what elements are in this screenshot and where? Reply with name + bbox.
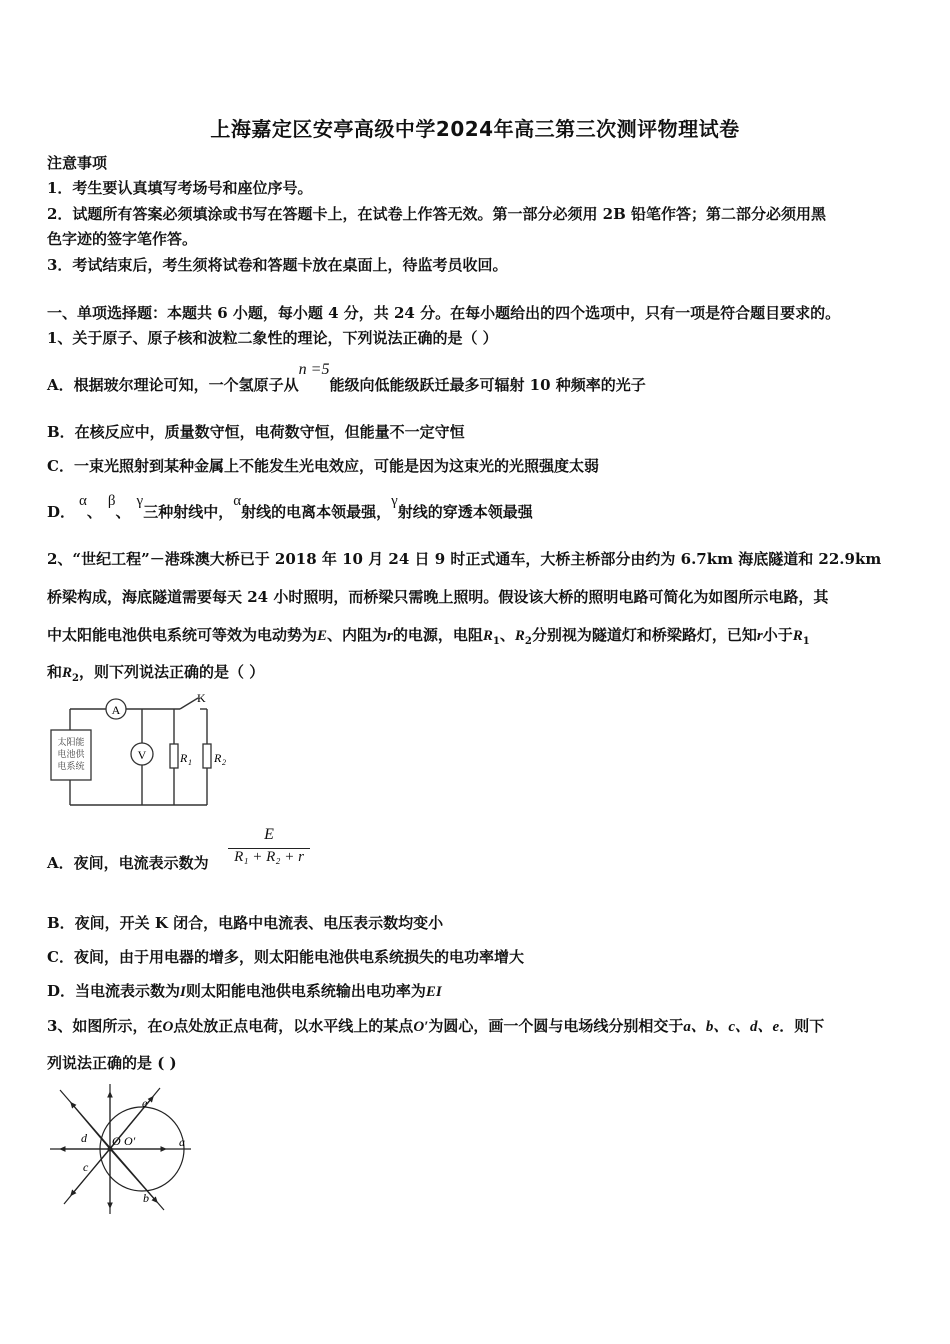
q3-text: ．则下 bbox=[779, 1017, 825, 1035]
q2-text: 分别视为隧道灯和桥梁路灯，已知 bbox=[531, 626, 757, 644]
q1-option-a-post: 能级向低能级跃迁最多可辐射 10 种频率的光子 bbox=[329, 376, 646, 394]
sub-1: 1 bbox=[802, 636, 810, 647]
q2-stem-line: 桥梁构成，海底隧道需要每天 24 小时照明，而桥梁只需晚上照明。假设该大桥的照明电路可简化为如图所示电路，其 bbox=[47, 588, 829, 606]
var-EI: EI bbox=[425, 984, 442, 1000]
q1-option-d-text: 射线的电离本领最强， bbox=[241, 503, 392, 521]
field-line-diagram bbox=[46, 1082, 206, 1218]
var-r: r bbox=[756, 628, 763, 644]
var-r: r bbox=[387, 628, 393, 644]
circuit-diagram bbox=[40, 690, 240, 812]
q2-text: 小于 bbox=[762, 626, 793, 644]
r1-sub: 1 bbox=[188, 758, 192, 767]
q1-option-d-text: 射线的穿透本领最强 bbox=[397, 503, 533, 521]
var-O: O bbox=[162, 1019, 174, 1035]
separator: 、 bbox=[86, 503, 102, 521]
voltmeter-label: V bbox=[137, 748, 147, 762]
gamma-symbol: γ bbox=[136, 493, 144, 509]
var-R2: R bbox=[62, 665, 73, 681]
fraction-numerator: E bbox=[264, 826, 274, 843]
q2-text: 和 bbox=[47, 663, 63, 681]
separator: 、 bbox=[115, 503, 131, 521]
q3-text: 点处放正点电荷，以水平线上的某点 bbox=[173, 1017, 414, 1035]
switch-label: K bbox=[197, 691, 206, 705]
q1-option-b: B．在核反应中，质量数守恒，电荷数守恒，但能量不一定守恒 bbox=[47, 423, 465, 441]
var-R1: R bbox=[792, 628, 803, 644]
q3-stem-line: 列说法正确的是 ( ) bbox=[47, 1054, 177, 1072]
q2-option-c: C．夜间，由于用电器的增多，则太阳能电池供电系统损失的电功率增大 bbox=[47, 948, 524, 966]
notice-item: 1．考生要认真填写考场号和座位序号。 bbox=[47, 179, 313, 197]
q2-option-b: B．夜间，开关 K 闭合，电路中电流表、电压表示数均变小 bbox=[47, 914, 444, 932]
q2-stem-line bbox=[47, 661, 264, 684]
q2-stem-line: 2、“世纪工程”－港珠澳大桥已于 2018 年 10 月 24 日 9 时正式通车，大桥主桥部分由约为 6.7km 海底隧道和 22.9km bbox=[47, 550, 882, 568]
label-a: a bbox=[179, 1135, 185, 1149]
source-label-line: 太阳能 bbox=[57, 737, 85, 747]
label-O: O bbox=[112, 1134, 121, 1148]
resistor-r2-icon bbox=[203, 744, 211, 768]
alpha-symbol: α bbox=[79, 493, 87, 509]
label-c: c bbox=[83, 1160, 89, 1174]
beta-symbol: β bbox=[107, 493, 116, 509]
var-Oprime: O′ bbox=[413, 1019, 429, 1035]
label-Oprime: O′ bbox=[124, 1134, 136, 1148]
q1-option-d-text: 三种射线中， bbox=[143, 503, 234, 521]
label-d: d bbox=[81, 1131, 87, 1145]
r2-sub: 2 bbox=[222, 758, 226, 767]
var-E: E bbox=[317, 628, 328, 644]
source-label-line: 电池供 bbox=[57, 749, 85, 759]
label-e: e bbox=[142, 1096, 148, 1110]
q1-stem: 1、关于原子、原子核和波粒二象性的理论，下列说法正确的是（ ） bbox=[47, 329, 498, 347]
fraction-denominator: R₁ + R₂ + r bbox=[234, 849, 304, 865]
q1-option-a-pre: A．根据玻尔理论可知，一个氢原子从 bbox=[47, 376, 299, 394]
q1-option-c: C．一束光照射到某种金属上不能发生光电效应，可能是因为这束光的光照强度太弱 bbox=[47, 457, 599, 475]
ammeter-label: A bbox=[111, 703, 121, 717]
r2-label: R bbox=[214, 751, 222, 765]
notice-item: 2．试题所有答案必须填涂或书写在答题卡上，在试卷上作答无效。第一部分必须用 2B 铅笔作答；第二部分必须用黑 bbox=[47, 205, 827, 223]
q1-option-d-label: D． bbox=[47, 503, 76, 521]
q2-text: 则太阳能电池供电系统输出电功率为 bbox=[185, 982, 426, 1000]
q1-option-d bbox=[47, 493, 533, 522]
r1-label: R bbox=[180, 751, 188, 765]
label-b: b bbox=[143, 1191, 149, 1205]
notice-item: 3．考试结束后，考生须将试卷和答题卡放在桌面上，待监考员收回。 bbox=[47, 256, 508, 274]
q3-stem-line bbox=[47, 1015, 824, 1036]
q3-text: 为圆心，画一个圆与电场线分别相交于 bbox=[428, 1017, 684, 1035]
fraction bbox=[228, 826, 310, 866]
q2-text: D．当电流表示数为 bbox=[47, 982, 181, 1000]
page-title: 上海嘉定区安亭高级中学2024年高三第三次测评物理试卷 bbox=[210, 117, 740, 141]
q2-option-a: A．夜间，电流表示数为 bbox=[47, 854, 209, 872]
q2-stem-line bbox=[47, 624, 810, 647]
q3-text: 3、如图所示，在 bbox=[47, 1017, 163, 1035]
sub-1: 1 bbox=[492, 636, 500, 647]
source-label-line: 电系统 bbox=[57, 761, 85, 771]
var-I: I bbox=[180, 984, 186, 1000]
var-R2: R bbox=[514, 628, 525, 644]
q1-option-a bbox=[47, 361, 646, 395]
q2-text: 、内阻为 bbox=[327, 626, 388, 644]
q2-option-d bbox=[47, 980, 442, 1001]
notice-item: 色字迹的签字笔作答。 bbox=[47, 230, 198, 248]
resistor-r1-icon bbox=[170, 744, 178, 768]
section-heading: 一、单项选择题：本题共 6 小题，每小题 4 分，共 24 分。在每小题给出的四个选项中，只有一项是符合题目要求的。 bbox=[47, 304, 841, 322]
sub-2: 2 bbox=[72, 673, 79, 684]
q2-text: 的电源，电阻 bbox=[392, 626, 483, 644]
q2-text: ，则下列说法正确的是（ ） bbox=[79, 663, 265, 681]
sub-2: 2 bbox=[524, 636, 532, 647]
q2-text: 中太阳能电池供电系统可等效为电动势为 bbox=[47, 626, 318, 644]
alpha-symbol: α bbox=[233, 493, 242, 509]
notice-heading: 注意事项 bbox=[47, 154, 108, 172]
var-points: a、b、c、d、e bbox=[683, 1019, 780, 1035]
gamma-symbol: γ bbox=[391, 493, 398, 509]
q1-option-a-math: n =5 bbox=[298, 361, 330, 378]
q2-text: 、 bbox=[499, 626, 515, 644]
var-R1: R bbox=[482, 628, 493, 644]
